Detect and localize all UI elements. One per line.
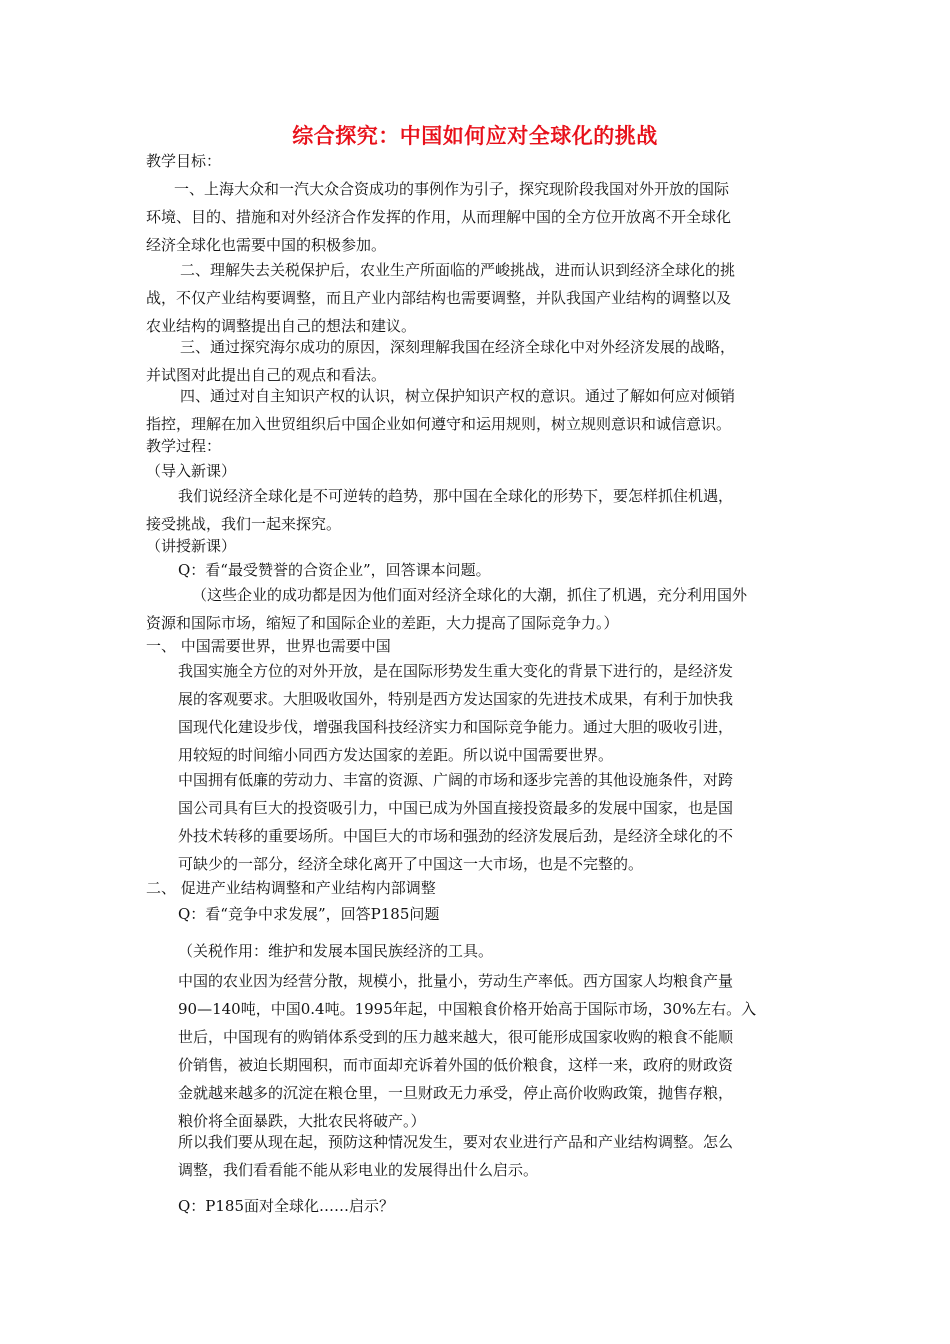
section-1-paragraph-1: 我国实施全方位的对外开放，是在国际形势发生重大变化的背景下进行的，是经济发 展的客观要求。大胆吸收国外，特别是西方发达国家的先进技术成果，有利于加快我 国现代化建设步伐，增强我国科技经济实力和国际竞争能力。通过大胆的吸收引进， 用较短的时间缩小同西方发达国家的差距。所以说中国需要世界。 <box>178 662 734 764</box>
question-1: Q：看“最受赞誉的合资企业”，回答课本问题。 <box>178 561 491 579</box>
goal-4-paragraph: 四、通过对自主知识产权的认识，树立保护知识产权的意识。通过了解如何应对倾销 指控，理解在加入世贸组织后中国企业如何遵守和运用规则，树立规则意识和诚信意识。 <box>146 387 736 433</box>
tariff-note: （关税作用：维护和发展本国民族经济的工具。 <box>178 942 494 960</box>
question-2: Q：看“竞争中求发展”，回答P185问题 <box>178 905 440 923</box>
adjustment-paragraph: 所以我们要从现在起，预防这种情况发生，要对农业进行产品和产业结构调整。怎么 调整，我们看看能不能从彩电业的发展得出什么启示。 <box>178 1133 734 1179</box>
intro-paragraph: 我们说经济全球化是不可逆转的趋势，那中国在全球化的形势下，要怎样抓住机遇， 接受挑战，我们一起来探究。 <box>146 487 734 533</box>
section-2-heading: 二、 促进产业结构调整和产业结构内部调整 <box>146 879 436 897</box>
question-1-answer: （这些企业的成功都是因为他们面对经济全球化的大潮，抓住了机遇，充分利用国外 资源和国际市场，缩短了和国际企业的差距，大力提高了国际竞争力。） <box>146 586 748 632</box>
lecture-label: （讲授新课） <box>146 537 237 555</box>
agriculture-paragraph: 中国的农业因为经营分散，规模小，批量小，劳动生产率低。西方国家人均粮食产量 90—140吨，中国0.4吨。1995年起，中国粮食价格开始高于国际市场，30%左右。入 世后，中国现有的购销体系受到的压力越来越大，很可能形成国家收购的粮食不能顺 价销售，被迫长期囤积，而市面却充诉着外国的低价粮食，这样一来，政府的财政资 金就越来越多的沉淀在粮仓里，一旦财政无力承受，停止高价收购政策，抛售存粮， 粮价将全面暴跌，大批农民将破产。） <box>178 972 757 1130</box>
intro-label: （导入新课） <box>146 462 237 480</box>
question-3: Q：P185面对全球化……启示？ <box>178 1197 395 1215</box>
goal-1-paragraph: 一、上海大众和一汽大众合资成功的事例作为引子，探究现阶段我国对外开放的国际 环境、目的、措施和对外经济合作发挥的作用，从而理解中国的全方位开放离不开全球化 经济全球化也需要中国的积极参加。 <box>146 180 732 254</box>
process-heading: 教学过程： <box>146 437 222 455</box>
document-title: 综合探究：中国如何应对全球化的挑战 <box>292 124 658 148</box>
goal-3-paragraph: 三、通过探究海尔成功的原因，深刻理解我国在经济全球化中对外经济发展的战略， 并试图对此提出自己的观点和看法。 <box>146 338 736 384</box>
section-1-paragraph-2: 中国拥有低廉的劳动力、丰富的资源、广阔的市场和逐步完善的其他设施条件，对跨 国公司具有巨大的投资吸引力，中国已成为外国直接投资最多的发展中国家，也是国 外技术转移的重要场所。中国巨大的市场和强劲的经济发展后劲，是经济全球化的不 可缺少的一部分，经济全球化离开了中国这一大市场，也是不完整的。 <box>178 771 734 873</box>
goal-2-paragraph: 二、理解失去关税保护后，农业生产所面临的严峻挑战，进而认识到经济全球化的挑 战，不仅产业结构要调整，而且产业内部结构也需要调整，并队我国产业结构的调整以及 农业结构的调整提出自己的想法和建议。 <box>146 261 736 335</box>
section-1-heading: 一、 中国需要世界，世界也需要中国 <box>146 637 391 655</box>
goals-heading: 教学目标： <box>146 152 222 170</box>
